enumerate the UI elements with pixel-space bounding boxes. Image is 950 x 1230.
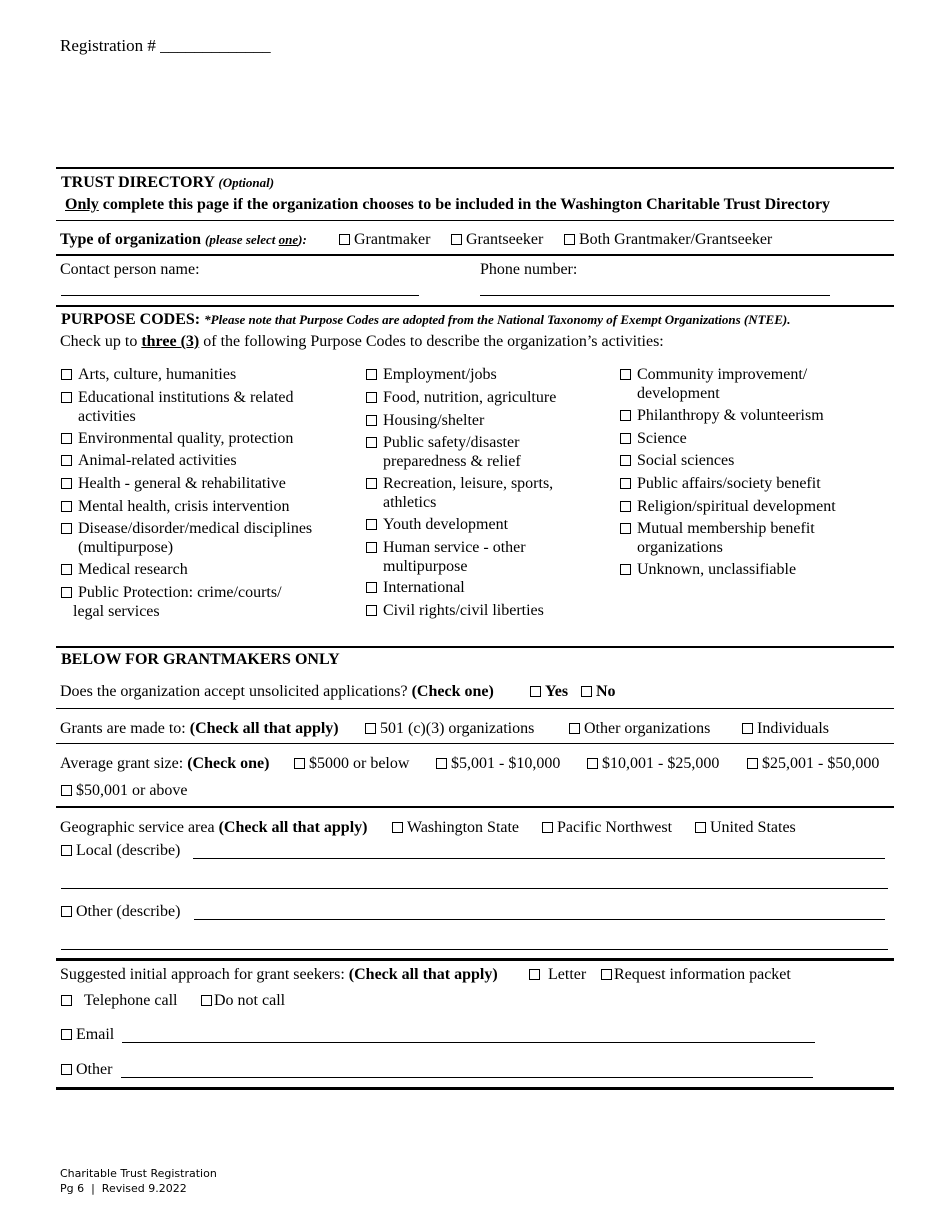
- purpose-code-label: Employment/jobs: [383, 366, 497, 383]
- checkbox[interactable]: [201, 995, 212, 1006]
- purpose-code-label: Youth development: [383, 516, 509, 533]
- org-type-grantseeker[interactable]: Grantseeker: [451, 230, 543, 249]
- other-describe-input[interactable]: [194, 919, 885, 920]
- subtitle-text: complete this page if the organization chooses to be included in the Washington Charitable Trust Directory: [102, 196, 831, 213]
- org-type-both[interactable]: Both Grantmaker/Grantseeker: [564, 230, 772, 249]
- purpose-code-label: Mutual membership benefit: [637, 520, 815, 537]
- geo-other[interactable]: Other (describe): [61, 902, 180, 921]
- purpose-code-label: Health - general & rehabilitative: [78, 475, 286, 492]
- optional-note: (Optional): [218, 175, 275, 190]
- checkbox[interactable]: [366, 582, 377, 593]
- purpose-codes-instructions: Check up to three (3) of the following Purpose Codes to describe the organization’s activities:: [60, 333, 664, 350]
- geo-local[interactable]: Local (describe): [61, 841, 180, 860]
- checkbox[interactable]: [587, 758, 598, 769]
- geo-pacific-northwest[interactable]: Pacific Northwest: [542, 818, 672, 837]
- avg-grant-row: Average grant size: (Check one): [60, 755, 270, 772]
- checkbox[interactable]: [61, 478, 72, 489]
- footer-page-info: Pg 6 | Revised 9.2022: [60, 1182, 187, 1195]
- divider: [56, 167, 894, 169]
- org-type-label: Type of organization: [60, 231, 202, 248]
- divider: [56, 1087, 894, 1090]
- purpose-code-label: Animal-related activities: [78, 452, 237, 469]
- geo-united-states[interactable]: United States: [695, 818, 796, 837]
- purpose-code-label-continued: preparedness & relief: [383, 453, 521, 470]
- purpose-code-label: Unknown, unclassifiable: [637, 561, 797, 578]
- divider: [56, 958, 894, 961]
- purpose-code-label-continued: (multipurpose): [78, 539, 174, 556]
- purpose-codes-title: PURPOSE CODES:: [61, 311, 201, 328]
- checkbox[interactable]: [61, 1064, 72, 1075]
- purpose-code-label: Educational institutions & related: [78, 389, 294, 406]
- unsolicited-yes[interactable]: Yes: [530, 682, 568, 701]
- local-describe-input-line-2[interactable]: [61, 888, 888, 889]
- checkbox[interactable]: [451, 234, 462, 245]
- checkbox[interactable]: [61, 995, 72, 1006]
- checkbox[interactable]: [620, 478, 631, 489]
- purpose-code-label-continued: athletics: [383, 494, 437, 511]
- purpose-code-label: Environmental quality, protection: [78, 430, 294, 447]
- approach-info-packet[interactable]: Request information packet: [601, 965, 791, 984]
- purpose-code-label: Human service - other: [383, 539, 526, 556]
- checkbox[interactable]: [294, 758, 305, 769]
- purpose-code-label: Arts, culture, humanities: [78, 366, 237, 383]
- footer-title: Charitable Trust Registration: [60, 1167, 217, 1180]
- purpose-code-label: Disease/disorder/medical disciplines: [78, 520, 313, 537]
- purpose-code-label: Housing/shelter: [383, 412, 485, 429]
- purpose-code-label: Religion/spiritual development: [637, 498, 836, 515]
- unsolicited-row: Does the organization accept unsolicited applications? (Check one): [60, 683, 494, 700]
- checkbox[interactable]: [61, 392, 72, 403]
- purpose-code-label: Food, nutrition, agriculture: [383, 389, 557, 406]
- divider: [56, 305, 894, 307]
- checkbox[interactable]: [61, 845, 72, 856]
- avg-grant-50001-above[interactable]: $50,001 or above: [61, 781, 188, 800]
- checkbox[interactable]: [436, 758, 447, 769]
- trust-directory-subtitle: [65, 195, 830, 214]
- grants-to-501c3[interactable]: 501 (c)(3) organizations: [365, 719, 534, 738]
- checkbox[interactable]: [620, 410, 631, 421]
- approach-letter[interactable]: Letter: [529, 965, 586, 984]
- purpose-codes-heading: [61, 310, 790, 329]
- checkbox[interactable]: [620, 455, 631, 466]
- checkbox[interactable]: [620, 501, 631, 512]
- checkbox[interactable]: [61, 564, 72, 575]
- approach-telephone[interactable]: Telephone call: [61, 991, 178, 1010]
- purpose-code-label: Science: [637, 430, 687, 447]
- checkbox[interactable]: [61, 433, 72, 444]
- checkbox[interactable]: [366, 415, 377, 426]
- divider: [56, 254, 894, 256]
- divider: [56, 806, 894, 808]
- approach-email[interactable]: Email: [61, 1025, 114, 1044]
- purpose-code-label: International: [383, 579, 465, 596]
- checkbox[interactable]: [366, 605, 377, 616]
- checkbox[interactable]: [542, 822, 553, 833]
- purpose-code-label: Civil rights/civil liberties: [383, 602, 544, 619]
- checkbox[interactable]: [581, 686, 592, 697]
- checkbox[interactable]: [529, 969, 540, 980]
- checkbox[interactable]: [366, 369, 377, 380]
- other-describe-input-line-2[interactable]: [61, 949, 888, 950]
- avg-grant-10001-25000[interactable]: $10,001 - $25,000: [587, 754, 719, 773]
- org-type-grantmaker[interactable]: Grantmaker: [339, 230, 430, 249]
- local-describe-input[interactable]: [193, 858, 885, 859]
- checkbox[interactable]: [366, 478, 377, 489]
- grants-to-individuals[interactable]: Individuals: [742, 719, 829, 738]
- trust-directory-heading: [61, 173, 274, 192]
- purpose-code-label-continued: activities: [78, 408, 136, 425]
- checkbox[interactable]: [61, 501, 72, 512]
- checkbox[interactable]: [620, 523, 631, 534]
- checkbox[interactable]: [747, 758, 758, 769]
- purpose-code-label: Philanthropy & volunteerism: [637, 407, 824, 424]
- approach-do-not-call[interactable]: Do not call: [201, 991, 285, 1010]
- phone-input[interactable]: [480, 295, 830, 296]
- purpose-codes-note: *Please note that Purpose Codes are adopted from the National Taxonomy of Exempt Organizations (NTEE).: [204, 312, 791, 327]
- geo-area-row: Geographic service area (Check all that apply): [60, 819, 368, 836]
- trust-directory-title: TRUST DIRECTORY: [61, 174, 215, 191]
- checkbox[interactable]: [530, 686, 541, 697]
- divider: [56, 708, 894, 709]
- purpose-code-label: Mental health, crisis intervention: [78, 498, 290, 515]
- checkbox[interactable]: [61, 523, 72, 534]
- checkbox[interactable]: [601, 969, 612, 980]
- purpose-code-label-continued: legal services: [73, 603, 160, 620]
- phone-label: Phone number:: [480, 261, 578, 278]
- other-input[interactable]: [121, 1077, 813, 1078]
- checkbox[interactable]: [61, 785, 72, 796]
- grants-to-other-orgs[interactable]: Other organizations: [569, 719, 710, 738]
- registration-number-field[interactable]: [60, 36, 271, 56]
- checkbox[interactable]: [392, 822, 403, 833]
- checkbox[interactable]: [61, 369, 72, 380]
- checkbox[interactable]: [742, 723, 753, 734]
- approach-row: Suggested initial approach for grant seekers: (Check all that apply): [60, 966, 498, 983]
- checkbox[interactable]: [366, 392, 377, 403]
- avg-grant-5001-10000[interactable]: $5,001 - $10,000: [436, 754, 560, 773]
- contact-name-input[interactable]: [61, 295, 419, 296]
- avg-grant-5000-below[interactable]: $5000 or below: [294, 754, 409, 773]
- purpose-code-label: Recreation, leisure, sports,: [383, 475, 554, 492]
- checkbox[interactable]: [366, 542, 377, 553]
- checkbox[interactable]: [61, 906, 72, 917]
- checkbox[interactable]: [61, 1029, 72, 1040]
- checkbox[interactable]: [61, 587, 72, 598]
- contact-name-label: Contact person name:: [60, 261, 200, 278]
- checkbox[interactable]: [620, 433, 631, 444]
- avg-grant-25001-50000[interactable]: $25,001 - $50,000: [747, 754, 879, 773]
- purpose-code-label-continued: multipurpose: [383, 558, 468, 575]
- purpose-code-label: Public safety/disaster: [383, 434, 520, 451]
- grantmakers-heading: BELOW FOR GRANTMAKERS ONLY: [61, 651, 340, 668]
- org-type-row: [60, 230, 307, 249]
- purpose-code-label-continued: organizations: [637, 539, 723, 556]
- unsolicited-no[interactable]: No: [581, 682, 616, 701]
- registration-label: Registration #: [60, 36, 156, 55]
- divider: [56, 220, 894, 221]
- checkbox[interactable]: [564, 234, 575, 245]
- checkbox[interactable]: [366, 519, 377, 530]
- approach-other[interactable]: Other: [61, 1060, 112, 1079]
- checkbox[interactable]: [620, 564, 631, 575]
- checkbox[interactable]: [695, 822, 706, 833]
- purpose-code-label: Public Protection: crime/courts/: [78, 584, 282, 601]
- checkbox[interactable]: [620, 369, 631, 380]
- geo-washington-state[interactable]: Washington State: [392, 818, 519, 837]
- divider: [56, 646, 894, 648]
- grants-to-row: Grants are made to: (Check all that apply): [60, 720, 339, 737]
- checkbox[interactable]: [569, 723, 580, 734]
- purpose-code-label-continued: development: [637, 385, 720, 402]
- registration-blank: _____________: [160, 36, 271, 55]
- checkbox[interactable]: [339, 234, 350, 245]
- org-type-note: (please select one):: [205, 232, 307, 247]
- purpose-code-label: Social sciences: [637, 452, 735, 469]
- email-input[interactable]: [122, 1042, 815, 1043]
- divider: [56, 743, 894, 744]
- purpose-code-label: Medical research: [78, 561, 188, 578]
- only-word: Only: [65, 196, 99, 213]
- purpose-code-label: Community improvement/: [637, 366, 808, 383]
- purpose-code-label: Public affairs/society benefit: [637, 475, 821, 492]
- checkbox[interactable]: [365, 723, 376, 734]
- checkbox[interactable]: [366, 437, 377, 448]
- checkbox[interactable]: [61, 455, 72, 466]
